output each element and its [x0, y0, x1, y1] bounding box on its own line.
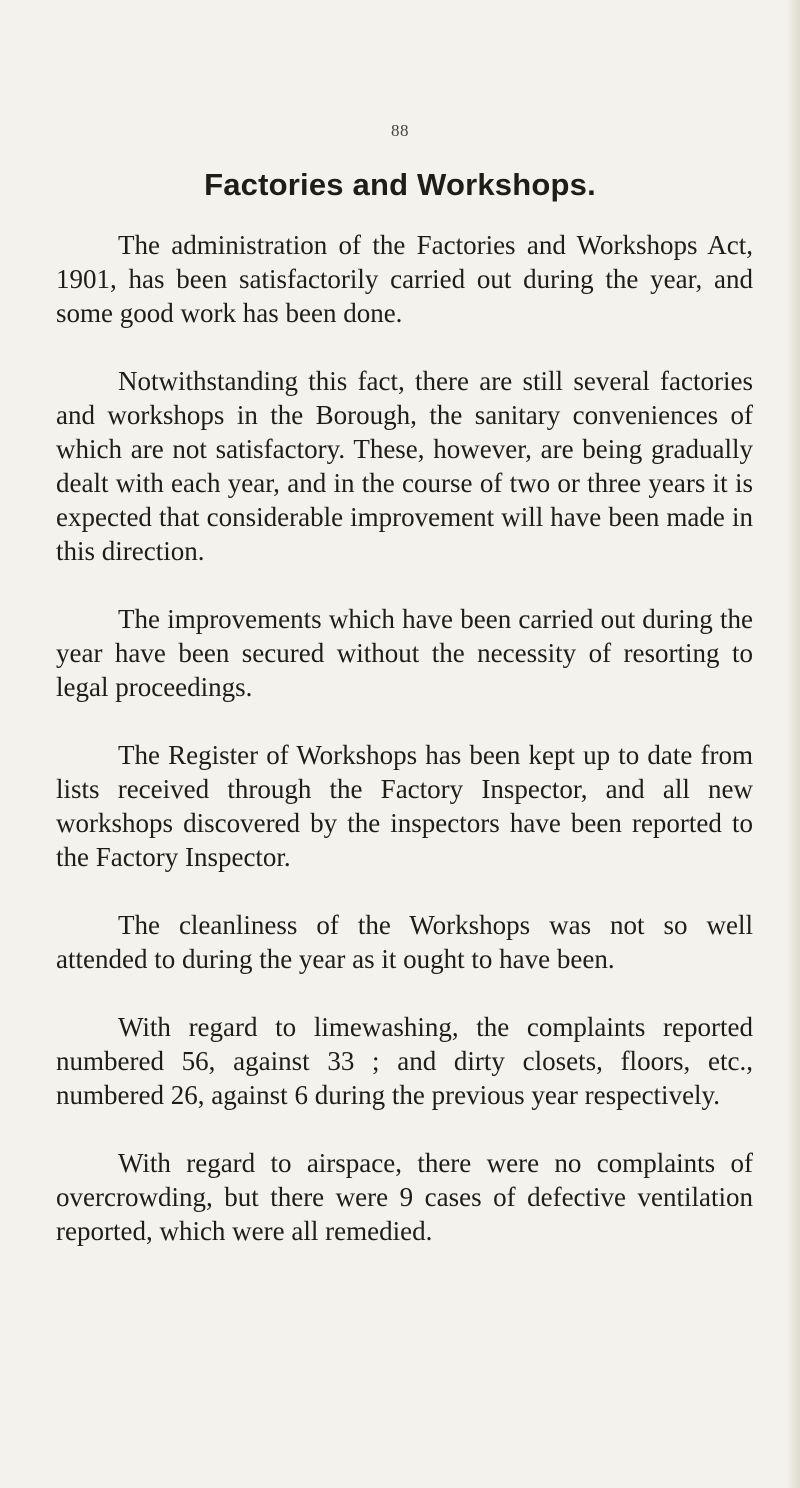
paragraph-register: The Register of Workshops has been kept up to date from lists received through the Factory Inspector, and all new workshops discovered by the inspectors have been reported to the Factory Inspector. [56, 740, 753, 872]
page-number: 88 [391, 121, 409, 140]
paragraph-cleanliness: The cleanliness of the Workshops was not so well attended to during the year as it ought to have been. [56, 910, 753, 974]
paragraph-improvements: The improvements which have been carried out during the year have been secured without the necessity of resorting to legal proceedings. [56, 604, 753, 702]
page-edge-shadow [786, 0, 800, 1488]
paragraph-airspace: With regard to airspace, there were no complaints of overcrowding, but there were 9 cases of defective ventilation reported, which were all remedied. [56, 1148, 753, 1246]
body-text [56, 228, 753, 1282]
paragraph-limewashing: With regard to limewashing, the complaints reported numbered 56, against 33 ; and dirty closets, floors, etc., numbered 26, against 6 during the previous year respectively. [56, 1012, 753, 1110]
section-heading: Factories and Workshops. [204, 167, 596, 202]
paragraph-sanitary-conveniences: Notwithstanding this fact, there are still several factories and workshops in the Borough, the sanitary conveniences of which are not satisfactory. These, however, are being gradually dealt with each year, and in the course of two or three years it is expected that considerable improvement will have been made in this direction. [56, 366, 753, 566]
paragraph-administration: The administration of the Factories and Workshops Act, 1901, has been satisfactorily carried out during the year, and some good work has been done. [56, 230, 753, 328]
